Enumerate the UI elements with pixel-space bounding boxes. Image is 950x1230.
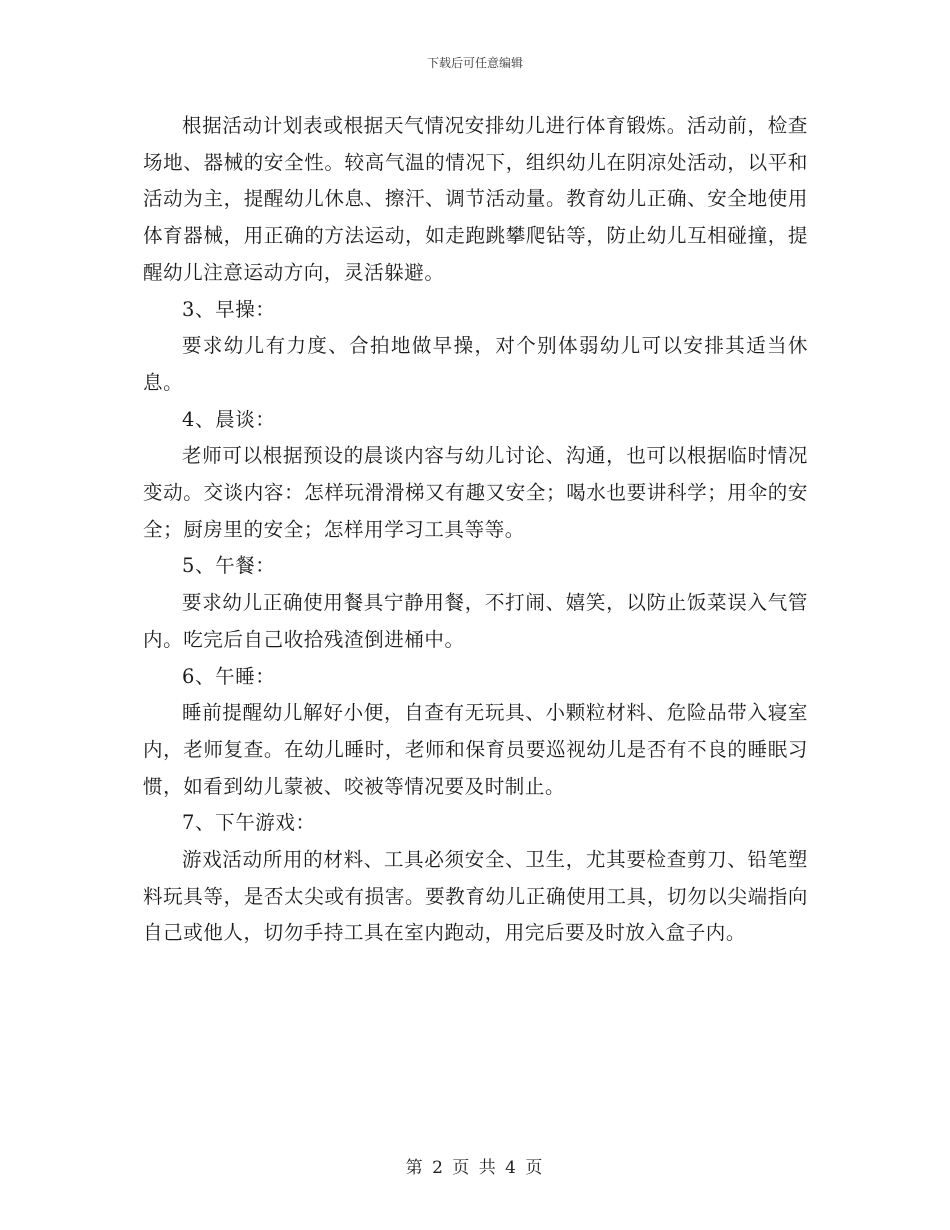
paragraph-lunch: 要求幼儿正确使用餐具宁静用餐，不打闹、嬉笑，以防止饭菜误入气管内。吃完后自己收拾残渣倒进桶中。 [143,591,808,651]
paragraph-afternoon-games: 游戏活动所用的材料、工具必须安全、卫生，尤其要检查剪刀、铅笔塑料玩具等，是否太尖或有损害。要教育幼儿正确使用工具，切勿以尖端指向自己或他人，切勿手持工具在室内跑动，用完后要及时放入盒子内。 [143,848,808,945]
section-heading-lunch: 5、午餐： [182,554,276,578]
paragraph-nap: 睡前提醒幼儿解好小便，自查有无玩具、小颗粒材料、危险品带入寝室内，老师复查。在幼儿睡时，老师和保育员要巡视幼儿是否有不良的睡眠习惯，如看到幼儿蒙被、咬被等情况要及时制止。 [143,701,808,798]
section-heading-morning-exercise: 3、早操： [182,297,276,321]
paragraph-morning-talk: 老师可以根据预设的晨谈内容与幼儿讨论、沟通，也可以根据临时情况变动。交谈内容：怎样玩滑滑梯又有趣又安全；喝水也要讲科学；用伞的安全；厨房里的安全；怎样用学习工具等等。 [143,444,808,541]
section-heading-nap: 6、午睡： [182,664,276,688]
section-heading-morning-talk: 4、晨谈： [182,407,276,431]
section-heading-afternoon-games: 7、下午游戏： [182,811,316,835]
page-header: 下载后可任意编辑 [426,56,523,70]
document-body [143,108,808,952]
page-number: 第 2 页 共 4 页 [405,1158,545,1178]
paragraph-exercise: 根据活动计划表或根据天气情况安排幼儿进行体育锻炼。活动前，检查场地、器械的安全性。较高气温的情况下，组织幼儿在阴凉处活动，以平和活动为主，提醒幼儿休息、擦汗、调节活动量。教育幼儿正确、安全地使用体育器械，用正确的方法运动，如走跑跳攀爬钻等，防止幼儿互相碰撞，提醒幼儿注意运动方向，灵活躲避。 [143,114,808,284]
paragraph-morning-exercise: 要求幼儿有力度、合拍地做早操，对个别体弱幼儿可以安排其适当休息。 [143,334,808,394]
